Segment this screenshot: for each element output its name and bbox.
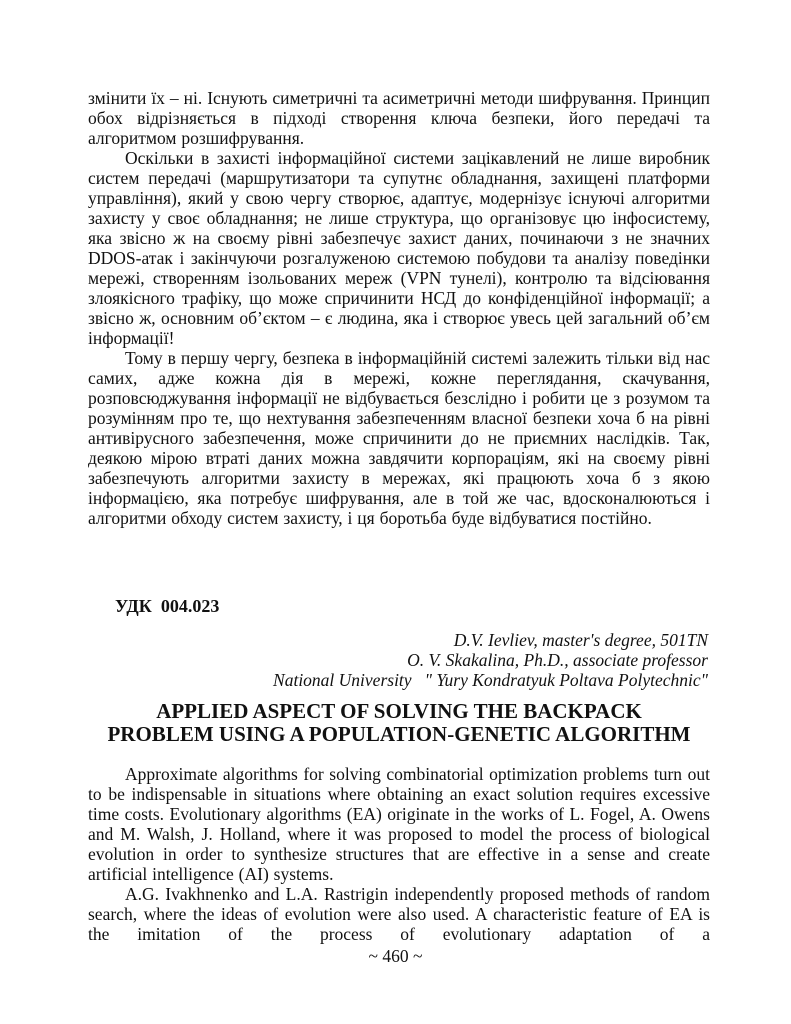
- article-title: [88, 700, 710, 746]
- ua-paragraph-continuation: змінити їх – ні. Існують симетричні та асиметричні методи шифрування. Принцип обох відрізняється в підході створення ключа безпеки, його передачі та алгоритмом розшифрування.: [88, 88, 710, 148]
- en-paragraph-continued: A.G. Ivakhnenko and L.A. Rastrigin independently proposed methods of random search, where the ideas of evolution were also used. A characteristic feature of EA is the imitation of the process of evolutionary adaptation of a: [88, 884, 710, 944]
- author-line-2: O. V. Skakalina, Ph.D., associate professor: [407, 650, 708, 670]
- article-title-line-2: PROBLEM USING A POPULATION-GENETIC ALGORITHM: [107, 722, 691, 746]
- ua-paragraph-security-system: Оскільки в захисті інформаційної системи зацікавлений не лише виробник систем передачі (маршрутизатори та супутнє обладнання, захищені платформи управління), який у свою чергу створює, адаптує, модернізує існуючі алгоритми захисту у своє обладнання; не лише структура, що організовує цю інфосистему, яка звісно ж на своєму рівні забезпечує захист даних, починаючи з не значних DDOS-атак і закінчуючи розгалуженою системою побудови та аналізу поведінки мережі, створенням ізольованих мереж (VPN тунелі), контролю та відсіювання злоякісного трафіку, що може спричинити НСД до конфіденційної інформації; а звісно ж, основним об’єктом – є людина, яка і створює увесь цей загальний об’єм інформації!: [88, 148, 710, 348]
- page-number: ~ 460 ~: [368, 946, 423, 966]
- ukrainian-text-block: [88, 88, 710, 528]
- authors-block: [88, 630, 708, 690]
- udc-code: УДК 004.023: [115, 596, 220, 616]
- ua-paragraph-conclusion: Тому в першу чергу, безпека в інформаційній системі залежить тільки від нас самих, адже кожна дія в мережі, кожне переглядання, скачування, розповсюджування інформації не відбувається безслідно і робити це з розумом та розумінням про те, що нехтування забезпеченням власної безпеки хоча б на рівні антивірусного забезпечення, може спричинити до не приємних наслідків. Так, деякою мірою втраті даних можна завдячити корпораціям, які на своєму рівні забезпечують алгоритми захисту в мережах, які працюють хоча б з якою інформацією, яка потребує шифрування, але в той же час, вдосконалюються і алгоритми обходу систем захисту, і ця боротьба буде відбуватися постійно.: [88, 348, 710, 528]
- english-text-block: [88, 764, 710, 944]
- article-title-line-1: APPLIED ASPECT OF SOLVING THE BACKPACK: [156, 699, 642, 723]
- author-affiliation: National University " Yury Kondratyuk Poltava Polytechnic": [273, 670, 708, 690]
- author-line-1: D.V. Ievliev, master's degree, 501TN: [453, 630, 708, 650]
- en-paragraph-intro: Approximate algorithms for solving combinatorial optimization problems turn out to be indispensable in situations where obtaining an exact solution requires excessive time costs. Evolutionary algorithms (EA) originate in the works of L. Fogel, A. Owens and M. Walsh, J. Holland, where it was proposed to model the process of biological evolution in order to synthesize structures that are effective in a sense and create artificial intelligence (AI) systems.: [88, 764, 710, 884]
